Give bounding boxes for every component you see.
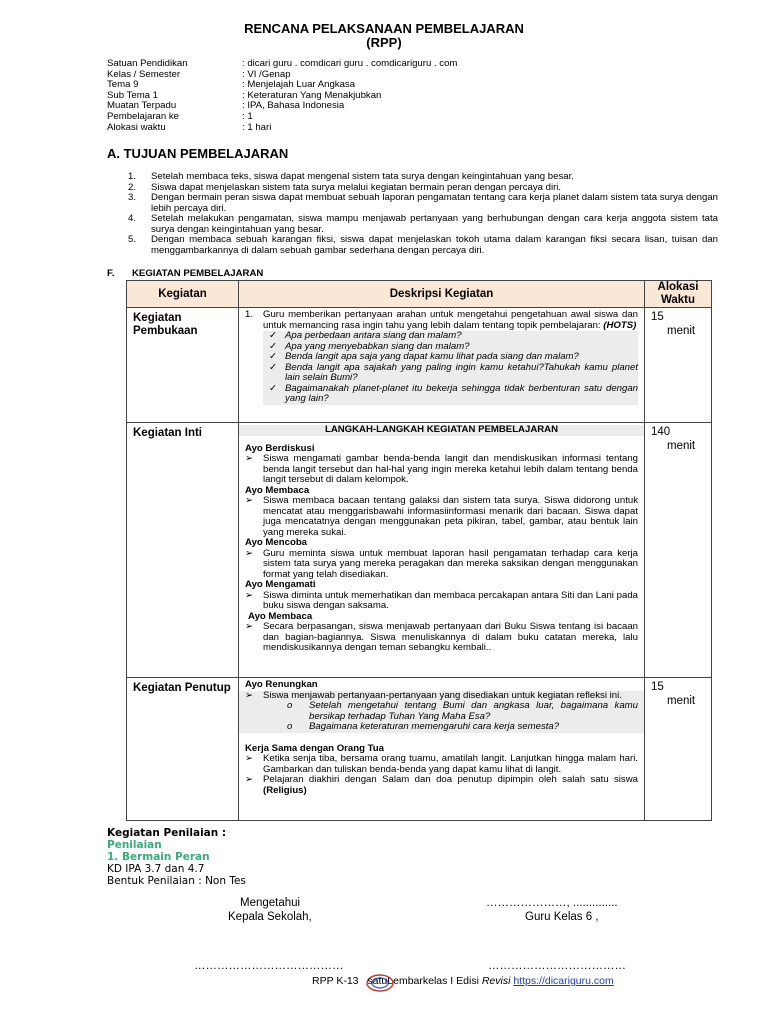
column-header-alokasi: Alokasi Waktu bbox=[645, 281, 712, 308]
arrow-icon: ➢ bbox=[245, 621, 254, 632]
check-icon: ✓ bbox=[269, 351, 278, 362]
identity-row: Pembelajaran ke : 1 bbox=[107, 110, 253, 122]
identity-row: Kelas / Semester : VI /Genap bbox=[107, 68, 291, 80]
arrow-icon: ➢ bbox=[245, 495, 254, 506]
list-item: 5. Dengan membaca sebuah karangan fiksi, siswa dapat menjelaskan tokoh utama dalam karangan fiksi secara lisan, tuisan dan menggambarkannya di dalam sebuah gambar sederhana dengan percaya diri. bbox=[128, 234, 718, 256]
sig-mengetahui: Mengetahui bbox=[240, 897, 301, 909]
arrow-icon: ➢ bbox=[245, 547, 254, 559]
list-item: 1. Setelah membaca teks, siswa dapat mengenal sistem tata surya dengan keingintahuan yang besar. bbox=[128, 171, 574, 182]
check-icon: ✓ bbox=[269, 361, 278, 373]
assessment-form: Bentuk Penilaian : Non Tes bbox=[107, 875, 246, 887]
objectives-list bbox=[128, 172, 718, 256]
inti-description: LANGKAH-LANGKAH KEGIATAN PEMBELAJARAN Ayo Berdiskusi ➢ Siswa mengamati gambar benda-benda langit dan mendiskusikan informasi tentang benda langit tersebut dan hal-hal yang ingin mereka ketahui lebih dalam tentang benda langit tersebut di dalam kelompok. Ayo Membaca ➢ Siswa membaca bacaan tentang galaksi dan sistem tata surya. Siswa didorong untuk mencatat atau menggarisbawahi informasiinformasi menarik dari bacaan. Siswa dapat juga mencatatnya dengan menggunakan peta pikiran, tabel, gambar, atau bentuk lain yang mereka sukai. Ayo Mencoba ➢ Guru meminta siswa untuk membuat laporan hasil pengamatan terhadap cara kerja sistem tata surya yang mereka peragakan dan mereka saksikan dengan menggunakan format yang telah disediakan. Ayo Mengamati ➢ Siswa diminta untuk memerhatikan dan membaca percakapan antara Siti dan Lani pada buku siswa dengan saksama. Ayo Membaca ➢ Secara berpasangan, siswa menjawab pertanyaan dari Buku Siswa tentang isi bacaan dan bagian-bagiannya. Siswa menuliskannya di dalam buku catatan mereka, lalu mendiskusikannya dengan teman sebangku kembali.. bbox=[239, 423, 645, 678]
list-item: ✓ Apa yang menyebabkan siang dan malam? bbox=[269, 340, 470, 352]
list-item: 2. Siswa dapat menjelaskan sistem tata surya melalui kegiatan bermain peran dengan percaya diri. bbox=[128, 181, 562, 193]
activities-table bbox=[126, 280, 712, 821]
section-f-heading: F. KEGIATAN PEMBELAJARAN bbox=[107, 268, 264, 279]
identity-row: Sub Tema 1 : Keteraturan Yang Menakjubkan bbox=[107, 89, 382, 101]
list-item: o Setelah mengetahui tentang Bumi dan angkasa luar, bagaimana kamu bersikap terhadap Tuhan Yang Maha Esa? bbox=[287, 700, 638, 722]
table-row bbox=[127, 678, 712, 821]
document-subtitle: (RPP) bbox=[366, 35, 402, 50]
assessment-heading: Kegiatan Penilaian : bbox=[107, 827, 227, 839]
section-a-heading: A. TUJUAN PEMBELAJARAN bbox=[107, 146, 289, 161]
row-label-penutup: Kegiatan Penutup bbox=[127, 678, 239, 821]
column-header-deskripsi: Deskripsi Kegiatan bbox=[239, 281, 645, 308]
sig-date: …………………, .............. bbox=[486, 897, 618, 909]
identity-block bbox=[107, 59, 457, 133]
list-item: ✓ Apa perbedaan antara siang dan malam? bbox=[269, 330, 462, 341]
arrow-icon: ➢ bbox=[245, 453, 254, 464]
table-row bbox=[127, 308, 712, 423]
identity-row: Muatan Terpadu : IPA, Bahasa Indonesia bbox=[107, 100, 345, 112]
identity-row: Tema 9 : Menjelajah Luar Angkasa bbox=[107, 79, 356, 91]
steps-header: LANGKAH-LANGKAH KEGIATAN PEMBELAJARAN bbox=[239, 425, 644, 436]
check-icon: ✓ bbox=[269, 382, 278, 394]
penutup-description: Ayo Renungkan ➢ Siswa menjawab pertanyaan-pertanyaan yang disediakan untuk kegiatan refleksi ini. o Setelah mengetahui tentang Bumi dan angkasa luar, bagaimana kamu bersikap terhadap Tuhan Yang Maha Esa? o Bagaimana keteraturan memengaruhi cara kerja semesta? Kerja Sama dengan Orang Tua ➢ Ketika senja tiba, bersama orang tuamu, amatilah langit. Lanjutkan hingga malam hari. Gambarkan dan tuliskan benda-benda yang dapat kamu lihat di langit. ➢ Pelajaran diakhiri dengan Salam dan doa penutup dipimpin oleh salah satu siswa (Religius) bbox=[239, 678, 645, 821]
list-item: 4. Setelah melakukan pengamatan, siswa mampu menjawab pertanyaan yang berhubungan dengan cara kerja anggota sistem tata surya dengan keingintahuan yang besar. bbox=[128, 213, 718, 235]
footer-rpp: RPP K-13 bbox=[312, 975, 359, 987]
list-item: 3. Dengan bermain peran siswa dapat membuat sebuah laporan pengamatan tentang cara kerja planet dalam sistem tata surya dengan lebih percaya diri. bbox=[128, 192, 718, 214]
check-icon: ✓ bbox=[269, 330, 278, 341]
footer: RPP K-13 satuLembarkelas I Edisi Revisi https://dicariguru.com bbox=[312, 975, 614, 987]
list-item: o Bagaimana keteraturan memengaruhi cara kerja semesta? bbox=[287, 721, 560, 732]
table-row bbox=[127, 423, 712, 678]
time-pembukaan: 15 menit bbox=[645, 308, 712, 423]
row-label-pembukaan: Kegiatan Pembukaan bbox=[127, 308, 239, 423]
assessment-block bbox=[107, 827, 246, 887]
list-item: ✓ Bagaimanakah planet-planet itu bekerja sehingga tidak berbenturan satu dengan yang lain? bbox=[269, 382, 638, 404]
assessment-kd: KD IPA 3.7 dan 4.7 bbox=[107, 863, 205, 875]
assessment-item: 1. Bermain Peran bbox=[107, 851, 210, 863]
list-item: ✓ Benda langit apa sajakah yang paling ingin kamu ketahui?Tahukah kamu planet lain selain Bumi? bbox=[269, 361, 638, 383]
table-header-row bbox=[127, 281, 712, 308]
arrow-icon: ➢ bbox=[245, 753, 254, 764]
document-title: RENCANA PELAKSANAAN PEMBELAJARAN bbox=[244, 21, 524, 36]
pembukaan-description: 1. Guru memberikan pertanyaan arahan untuk mengetahui pengetahuan awal siswa dan untuk memancing rasa ingin tahu yang lebih dalam tentang topik pembelajaran: (HOTS) ✓ Apa perbedaan antara siang dan malam? ✓ Apa yang menyebabkan siang dan malam? ✓ Benda langit apa saja yang dapat kamu lihat pada siang dan malam? ✓ Benda langit apa sajakah yang paling ingin kamu ketahui?Tahukah kamu planet lain selain Bumi? ✓ Bagaimanakah planet-planet itu bekerja sehingga tidak berbenturan satu dengan yang lain? bbox=[239, 308, 645, 423]
footer-link[interactable]: https://dicariguru.com bbox=[513, 975, 614, 987]
arrow-icon: ➢ bbox=[245, 589, 254, 601]
sig-kepala: Kepala Sekolah, bbox=[228, 911, 312, 923]
time-penutup: 15 menit bbox=[645, 678, 712, 821]
time-inti: 140 menit bbox=[645, 423, 712, 678]
row-label-inti: Kegiatan Inti bbox=[127, 423, 239, 678]
hots-questions bbox=[263, 331, 638, 405]
arrow-icon: ➢ bbox=[245, 774, 254, 785]
identity-row: Alokasi waktu : 1 hari bbox=[107, 121, 272, 133]
identity-row: Satuan Pendidikan : dicari guru . comdicari guru . comdicariguru . com bbox=[107, 58, 458, 69]
arrow-icon: ➢ bbox=[245, 689, 254, 701]
sig-guru: Guru Kelas 6 , bbox=[525, 911, 599, 923]
assessment-label: Penilaian bbox=[107, 839, 162, 851]
sig-line-left: ………………………………… bbox=[194, 960, 344, 972]
list-item: ✓ Benda langit apa saja yang dapat kamu lihat pada siang dan malam? bbox=[269, 351, 579, 362]
footer-logo: satu bbox=[367, 975, 387, 987]
check-icon: ✓ bbox=[269, 340, 278, 352]
sig-line-right: ……………………………… bbox=[488, 960, 626, 972]
column-header-kegiatan: Kegiatan bbox=[127, 281, 239, 308]
